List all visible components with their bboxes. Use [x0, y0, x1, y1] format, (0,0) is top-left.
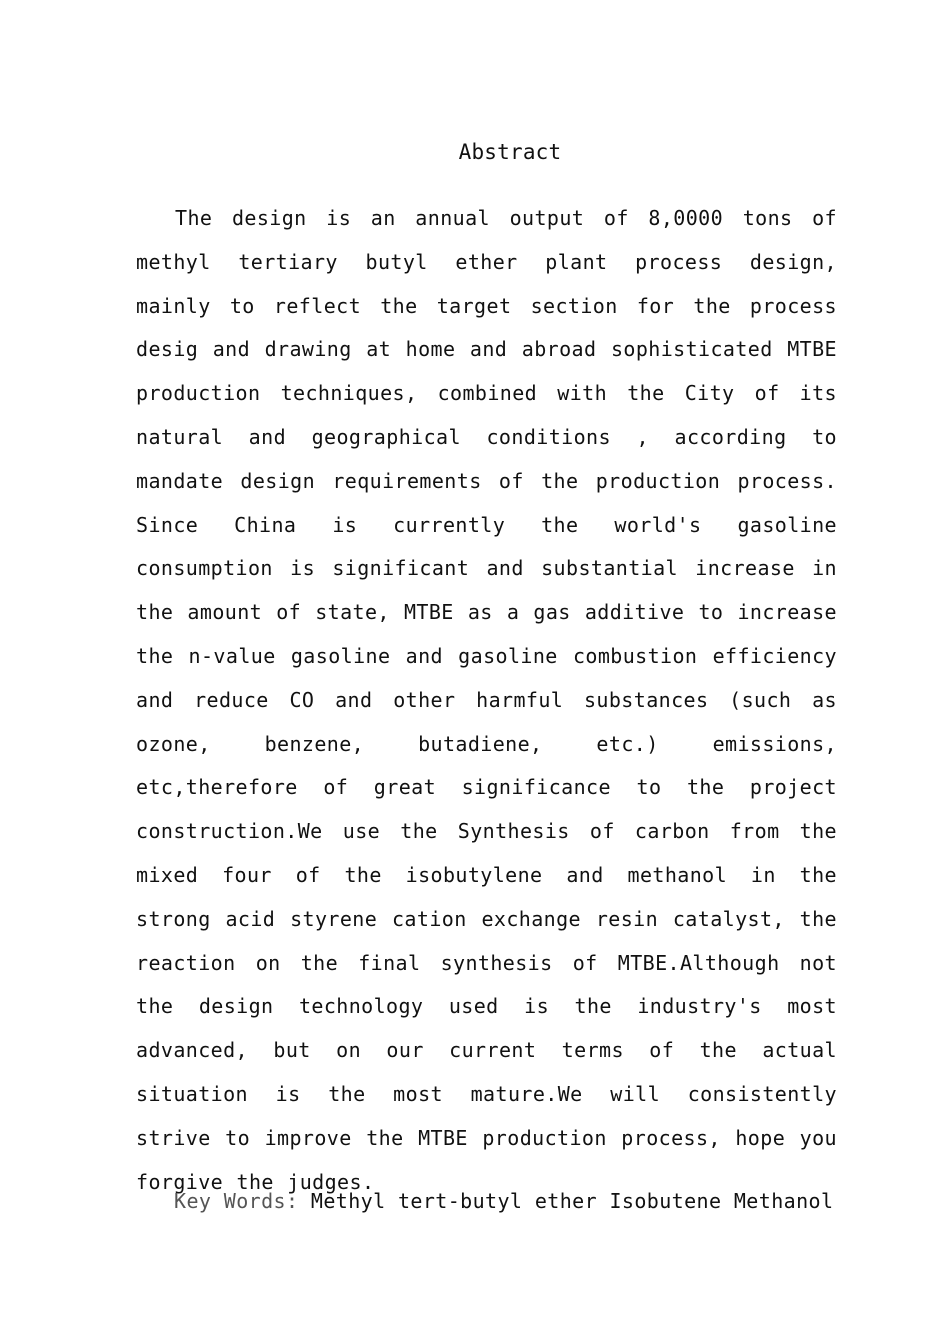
abstract-title: Abstract	[458, 140, 562, 164]
keywords-label: Key Words:	[174, 1189, 299, 1213]
keywords-line	[174, 1186, 874, 1216]
abstract-body-text: The design is an annual output of 8,0000 tons of methyl tertiary butyl ether plant process design, mainly to reflect the target section for the process desig and drawing at home and abroad sophisticated MTBE production techniques, combined with the City of its natural and geographical conditions , according to mandate design requirements of the production process. Since China is currently the world's gasoline consumption is significant and substantial increase in the amount of state, MTBE as a gas additive to increase the n-value gasoline and gasoline combustion efficiency and reduce CO and other harmful substances (such as ozone, benzene, butadiene, etc.) emissions, etc,therefore of great significance to the project construction.We use the Synthesis of carbon from the mixed four of the isobutylene and methanol in the strong acid styrene cation exchange resin catalyst, the reaction on the final synthesis of MTBE.Although not the design technology used is the industry's most advanced, but on our current terms of the actual situation is the most mature.We will consistently strive to improve the MTBE production process, hope you forgive the judges.	[136, 206, 837, 1194]
keywords-value: Methyl tert-butyl ether Isobutene Methanol	[310, 1189, 834, 1213]
